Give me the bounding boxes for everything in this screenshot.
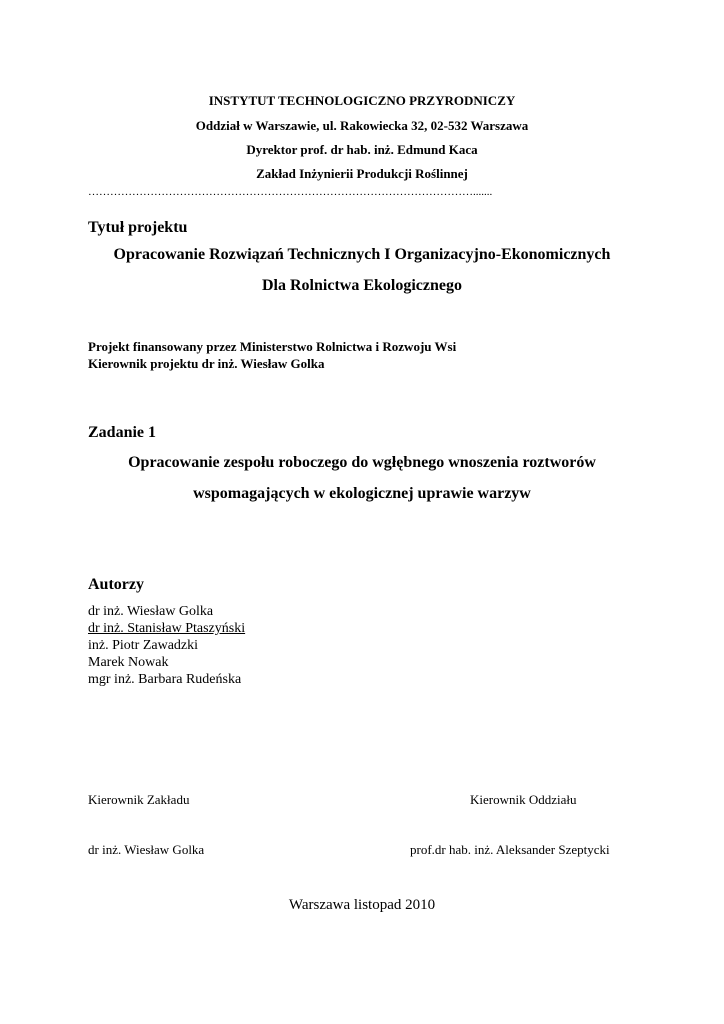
- author-item: Marek Nowak: [88, 655, 169, 670]
- project-manager-line: Kierownik projektu dr inż. Wiesław Golka: [88, 356, 325, 371]
- funding-line: Projekt finansowany przez Ministerstwo Rolnictwa i Rozwoju Wsi: [88, 339, 457, 354]
- place-and-date: Warszawa listopad 2010: [288, 897, 436, 913]
- branch-address: Oddział w Warszawie, ul. Rakowiecka 32, 02-532 Warszawa: [195, 118, 529, 133]
- branch-head-name: prof.dr hab. inż. Aleksander Szeptycki: [410, 842, 610, 857]
- department-name: Zakład Inżynierii Produkcji Roślinnej: [256, 166, 468, 181]
- director-line: Dyrektor prof. dr hab. inż. Edmund Kaca: [246, 142, 478, 157]
- author-item: mgr inż. Barbara Rudeńska: [88, 672, 242, 687]
- department-head-name: dr inż. Wiesław Golka: [88, 842, 205, 857]
- institute-name: INSTYTUT TECHNOLOGICZNO PRZYRODNICZY: [208, 93, 516, 108]
- author-item: dr inż. Wiesław Golka: [88, 604, 214, 619]
- project-title-line-2: Dla Rolnictwa Ekologicznego: [262, 277, 462, 294]
- task-title-line-2: wspomagających w ekologicznej uprawie warzyw: [193, 485, 531, 502]
- branch-head-title: Kierownik Oddziału: [470, 792, 577, 807]
- author-item: dr inż. Stanisław Ptaszyński: [88, 621, 246, 636]
- author-item: inż. Piotr Zawadzki: [88, 638, 199, 653]
- department-head-title: Kierownik Zakładu: [88, 792, 190, 807]
- dotted-separator: …………………………………………………………………………………………….......: [88, 186, 493, 198]
- authors-list: [88, 603, 245, 688]
- task-label: Zadanie 1: [88, 424, 157, 441]
- project-title-label: Tytuł projektu: [88, 219, 188, 236]
- authors-label: Autorzy: [88, 576, 144, 593]
- task-title-line-1: Opracowanie zespołu roboczego do wgłębnego wnoszenia roztworów: [128, 454, 596, 471]
- project-title-line-1: Opracowanie Rozwiązań Technicznych I Organizacyjno-Ekonomicznych: [113, 246, 611, 263]
